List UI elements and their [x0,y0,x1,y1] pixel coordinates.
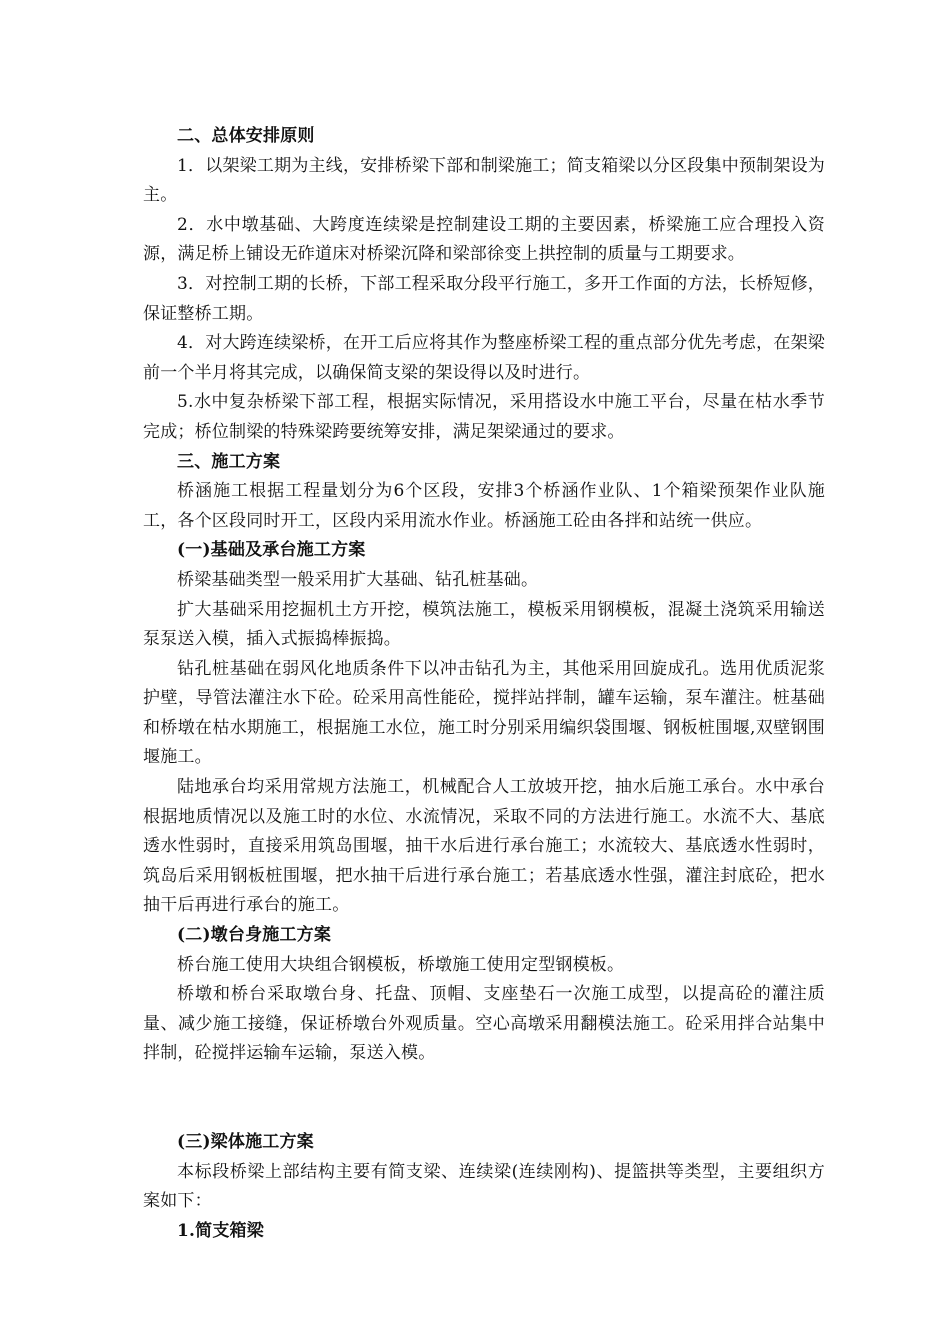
foundation-para-4: 陆地承台均采用常规方法施工，机械配合人工放坡开挖，抽水后施工承台。水中承台根据地质情况以及施工时的水位、水流情况，采取不同的方法进行施工。水流不大、基底透水性弱时，直接采用筑岛围堰，抽干水后进行承台施工；水流较大、基底透水性弱时，筑岛后采用钢板桩围堰，把水抽干后进行承台施工；若基底透水性强，灌注封底砼，把水抽干后再进行承台的施工。 [143,777,825,916]
pier-para-2: 桥墩和桥台采取墩台身、托盘、顶帽、支座垫石一次施工成型，以提高砼的灌注质量、减少施工接缝，保证桥墩台外观质量。空心高墩采用翻模法施工。砼采用拌合站集中拌制，砼搅拌运输车运输，泵送入模。 [143,984,825,1064]
foundation-para-2: 扩大基础采用挖掘机土方开挖，模筑法施工，模板采用钢模板，混凝土浇筑采用输送泵泵送入模，插入式振捣棒振捣。 [143,599,825,650]
section-heading-construction-plan: 三、施工方案 [177,451,281,472]
section-heading-overall-principles: 二、总体安排原则 [177,126,315,146]
principle-item-5: 5.水中复杂桥梁下部工程，根据实际情况，采用搭设水中施工平台，尽量在枯水季节完成；桥位制梁的特殊梁跨要统筹安排，满足架梁通过的要求。 [143,392,825,442]
document-body [143,122,825,1246]
pier-para-1: 桥台施工使用大块组合钢模板，桥墩施工使用定型钢模板。 [177,954,625,975]
beam-item-heading-simple-box-girder: 1.简支箱梁 [177,1220,264,1241]
construction-plan-intro: 桥涵施工根据工程量划分为6个区段，安排3个桥涵作业队、1个箱梁预架作业队施工，各个区段同时开工，区段内采用流水作业。桥涵施工砼由各拌和站统一供应。 [143,481,825,531]
principle-item-1: 1．以架梁工期为主线，安排桥梁下部和制梁施工；简支箱梁以分区段集中预制架设为主。 [143,155,825,206]
principle-item-4: 4．对大跨连续梁桥，在开工后应将其作为整座桥梁工程的重点部分优先考虑，在架梁前一个半月将其完成，以确保简支梁的架设得以及时进行。 [143,333,825,383]
principle-item-3: 3．对控制工期的长桥，下部工程采取分段平行施工，多开工作面的方法，长桥短修，保证整桥工期。 [143,273,825,324]
subsection-heading-foundation: (一)基础及承台施工方案 [177,540,366,561]
blank-gap [143,1069,825,1128]
foundation-para-3: 钻孔桩基础在弱风化地质条件下以冲击钻孔为主，其他采用回旋成孔。选用优质泥浆护壁，导管法灌注水下砼。砼采用高性能砼，搅拌站拌制，罐车运输，泵车灌注。桩基础和桥墩在枯水期施工，根据施工水位，施工时分别采用编织袋围堰、钢板桩围堰,双壁钢围堰施工。 [143,658,825,768]
principle-item-2: 2．水中墩基础、大跨度连续梁是控制建设工期的主要因素，桥梁施工应合理投入资源，满足桥上铺设无砟道床对桥梁沉降和梁部徐变上拱控制的质量与工期要求。 [143,214,825,265]
subsection-heading-beam: (三)梁体施工方案 [177,1132,314,1152]
beam-para-1: 本标段桥梁上部结构主要有简支梁、连续梁(连续刚构)、提篮拱等类型，主要组织方案如下： [143,1161,825,1212]
foundation-para-1: 桥梁基础类型一般采用扩大基础、钻孔桩基础。 [177,569,539,590]
subsection-heading-pier-abutment: (二)墩台身施工方案 [177,925,332,946]
